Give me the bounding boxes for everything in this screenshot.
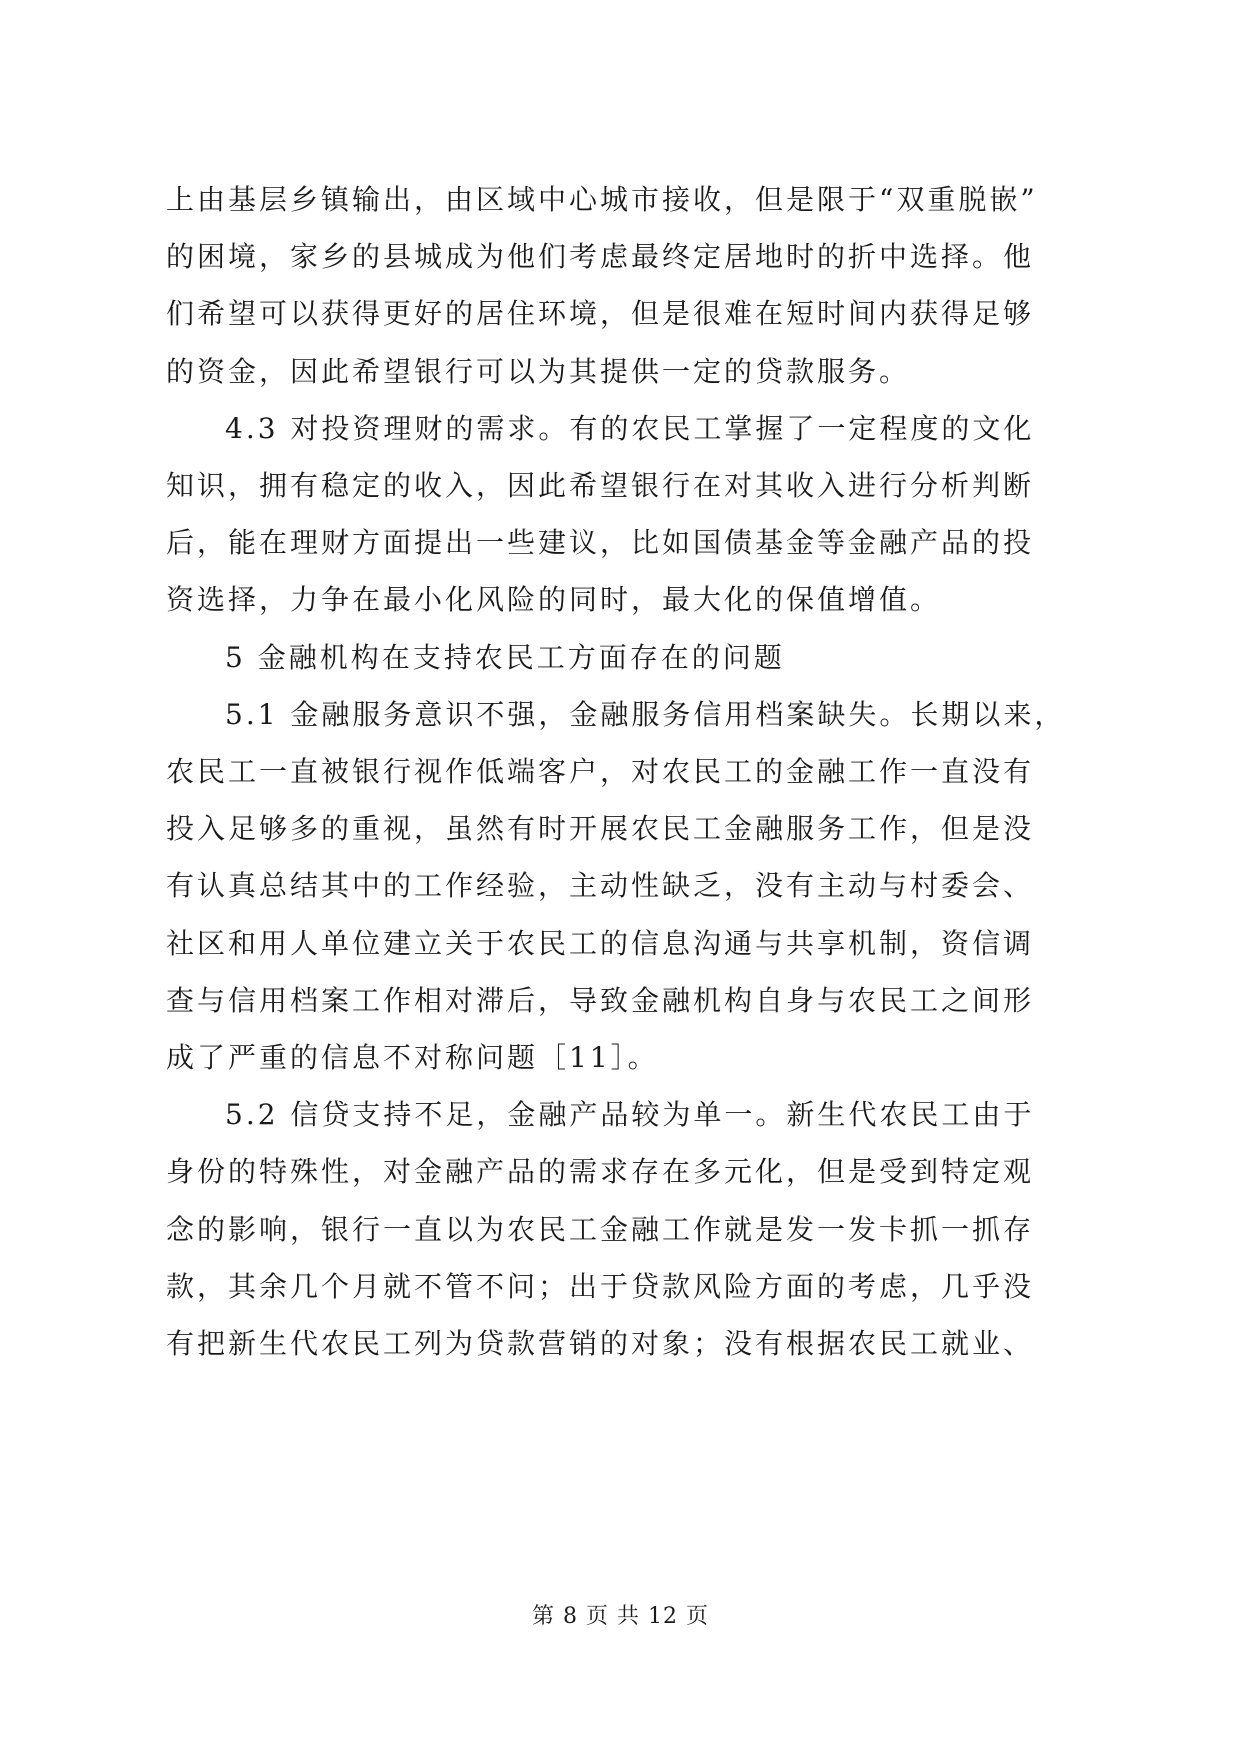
text-line: 5.1 金融服务意识不强，金融服务信用档案缺失。长期以来，	[225, 698, 1066, 731]
text-line: 款，其余几个月就不管不问；出于贷款风险方面的考虑，几乎没	[166, 1270, 1035, 1303]
text-line: 有把新生代农民工列为贷款营销的对象；没有根据农民工就业、	[166, 1327, 1035, 1360]
text-line: 成了严重的信息不对称问题［11］。	[166, 1041, 659, 1074]
text-line: 查与信用档案工作相对滞后，导致金融机构自身与农民工之间形	[166, 984, 1035, 1017]
text-line: 有认真总结其中的工作经验，主动性缺乏，没有主动与村委会、	[166, 869, 1035, 902]
text-line: 农民工一直被银行视作低端客户，对农民工的金融工作一直没有	[166, 755, 1035, 788]
text-line: 资选择，力争在最小化风险的同时，最大化的保值增值。	[166, 583, 942, 616]
text-line: 知识，拥有稳定的收入，因此希望银行在对其收入进行分析判断	[166, 469, 1035, 502]
text-line: 上由基层乡镇输出，由区域中心城市接收，但是限于“双重脱嵌”	[166, 183, 1038, 216]
text-line: 后，能在理财方面提出一些建议，比如国债基金等金融产品的投	[166, 526, 1035, 559]
text-line: 5.2 信贷支持不足，金融产品较为单一。新生代农民工由于	[225, 1098, 1035, 1131]
text-line: 们希望可以获得更好的居住环境，但是很难在短时间内获得足够	[166, 297, 1035, 330]
text-line: 4.3 对投资理财的需求。有的农民工掌握了一定程度的文化	[225, 412, 1035, 445]
text-line: 身份的特殊性，对金融产品的需求存在多元化，但是受到特定观	[166, 1155, 1035, 1188]
text-line: 的困境，家乡的县城成为他们考虑最终定居地时的折中选择。他	[166, 240, 1035, 273]
text-line: 投入足够多的重视，虽然有时开展农民工金融服务工作，但是没	[166, 812, 1035, 845]
text-line: 5 金融机构在支持农民工方面存在的问题	[225, 641, 785, 674]
page-number: 第 8 页 共 12 页	[532, 1604, 709, 1629]
text-line: 社区和用人单位建立关于农民工的信息沟通与共享机制，资信调	[166, 927, 1035, 960]
text-line: 念的影响，银行一直以为农民工金融工作就是发一发卡抓一抓存	[166, 1213, 1035, 1246]
text-line: 的资金，因此希望银行可以为其提供一定的贷款服务。	[166, 355, 911, 388]
